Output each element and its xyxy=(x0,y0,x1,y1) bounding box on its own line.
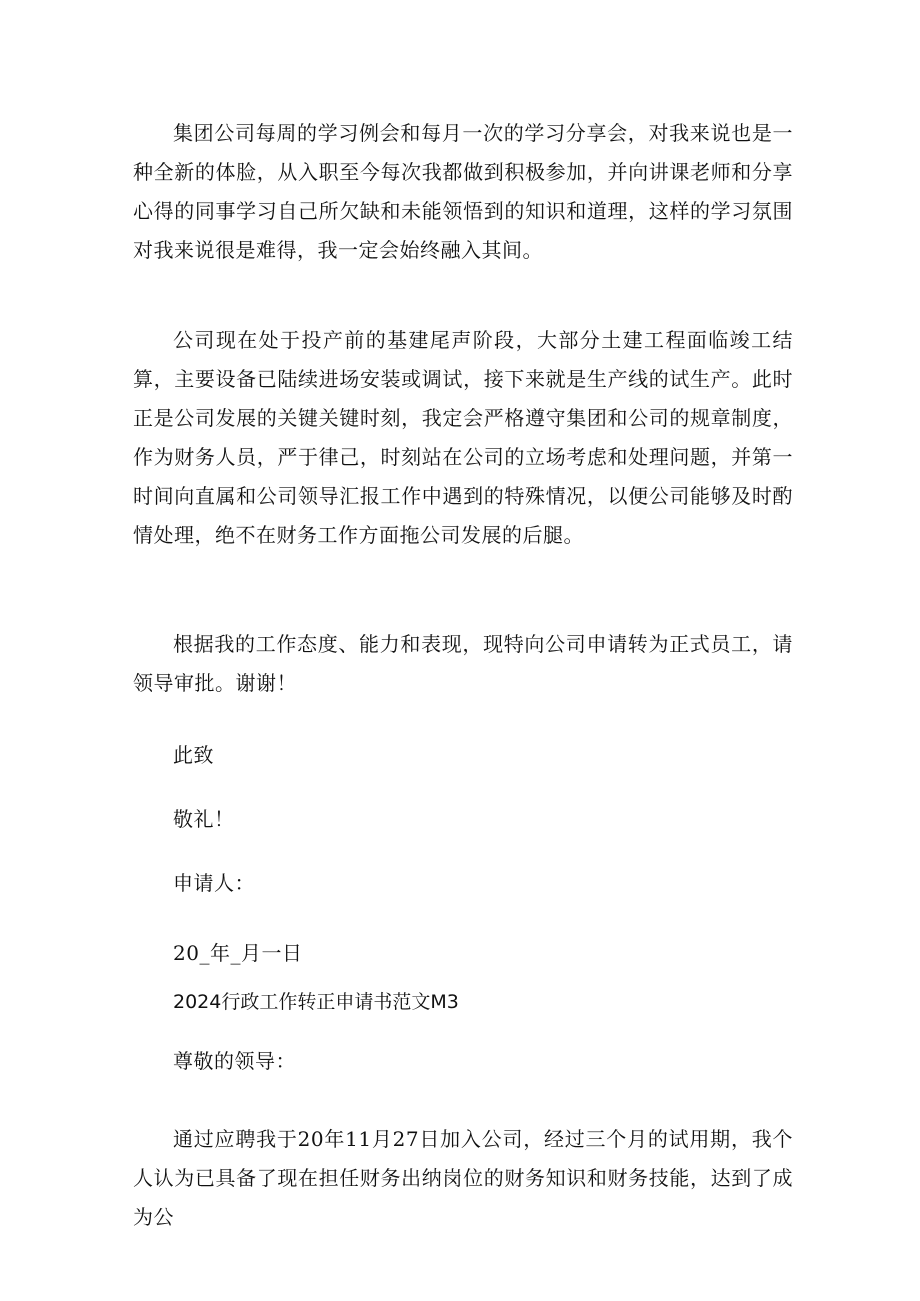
greeting-line: 尊敬的领导： xyxy=(173,1049,296,1073)
salute-phrase: 敬礼！ xyxy=(173,807,235,831)
date-line: 20_年_月一日 xyxy=(173,941,303,965)
paragraph-company-stage: 公司现在处于投产前的基建尾声阶段，大部分土建工程面临竣工结算，主要设备已陆续进场安装或调试，接下来就是生产线的试生产。此时正是公司发展的关键关键时刻，我定会严格遵守集团和公司的规章制度，作为财务人员，严于律己，时刻站在公司的立场考虑和处理问题，并第一时间向直属和公司领导汇报工作中遇到的特殊情况，以便公司能够及时酌情处理，绝不在财务工作方面拖公司发展的后腿。 xyxy=(133,328,793,547)
paragraph-application-request: 根据我的工作态度、能力和表现，现特向公司申请转为正式员工，请领导审批。谢谢！ xyxy=(133,632,793,695)
applicant-label: 申请人： xyxy=(173,871,255,895)
section-title: 2024行政工作转正申请书范文M3 xyxy=(173,991,459,1013)
paragraph-learning-meetings: 集团公司每周的学习例会和每月一次的学习分享会，对我来说也是一种全新的体脸，从入职至今每次我都做到积极参加，并向讲课老师和分享心得的同事学习自己所欠缺和未能领悟到的知识和道理，这样的学习氛围对我来说很是难得，我一定会始终融入其间。 xyxy=(133,121,793,262)
closing-phrase: 此致 xyxy=(173,743,214,767)
paragraph-new-application: 通过应聘我于20年11月27日加入公司，经过三个月的试用期，我个人认为已具备了现在担任财务出纳岗位的财务知识和财务技能，达到了成为公 xyxy=(133,1127,793,1229)
